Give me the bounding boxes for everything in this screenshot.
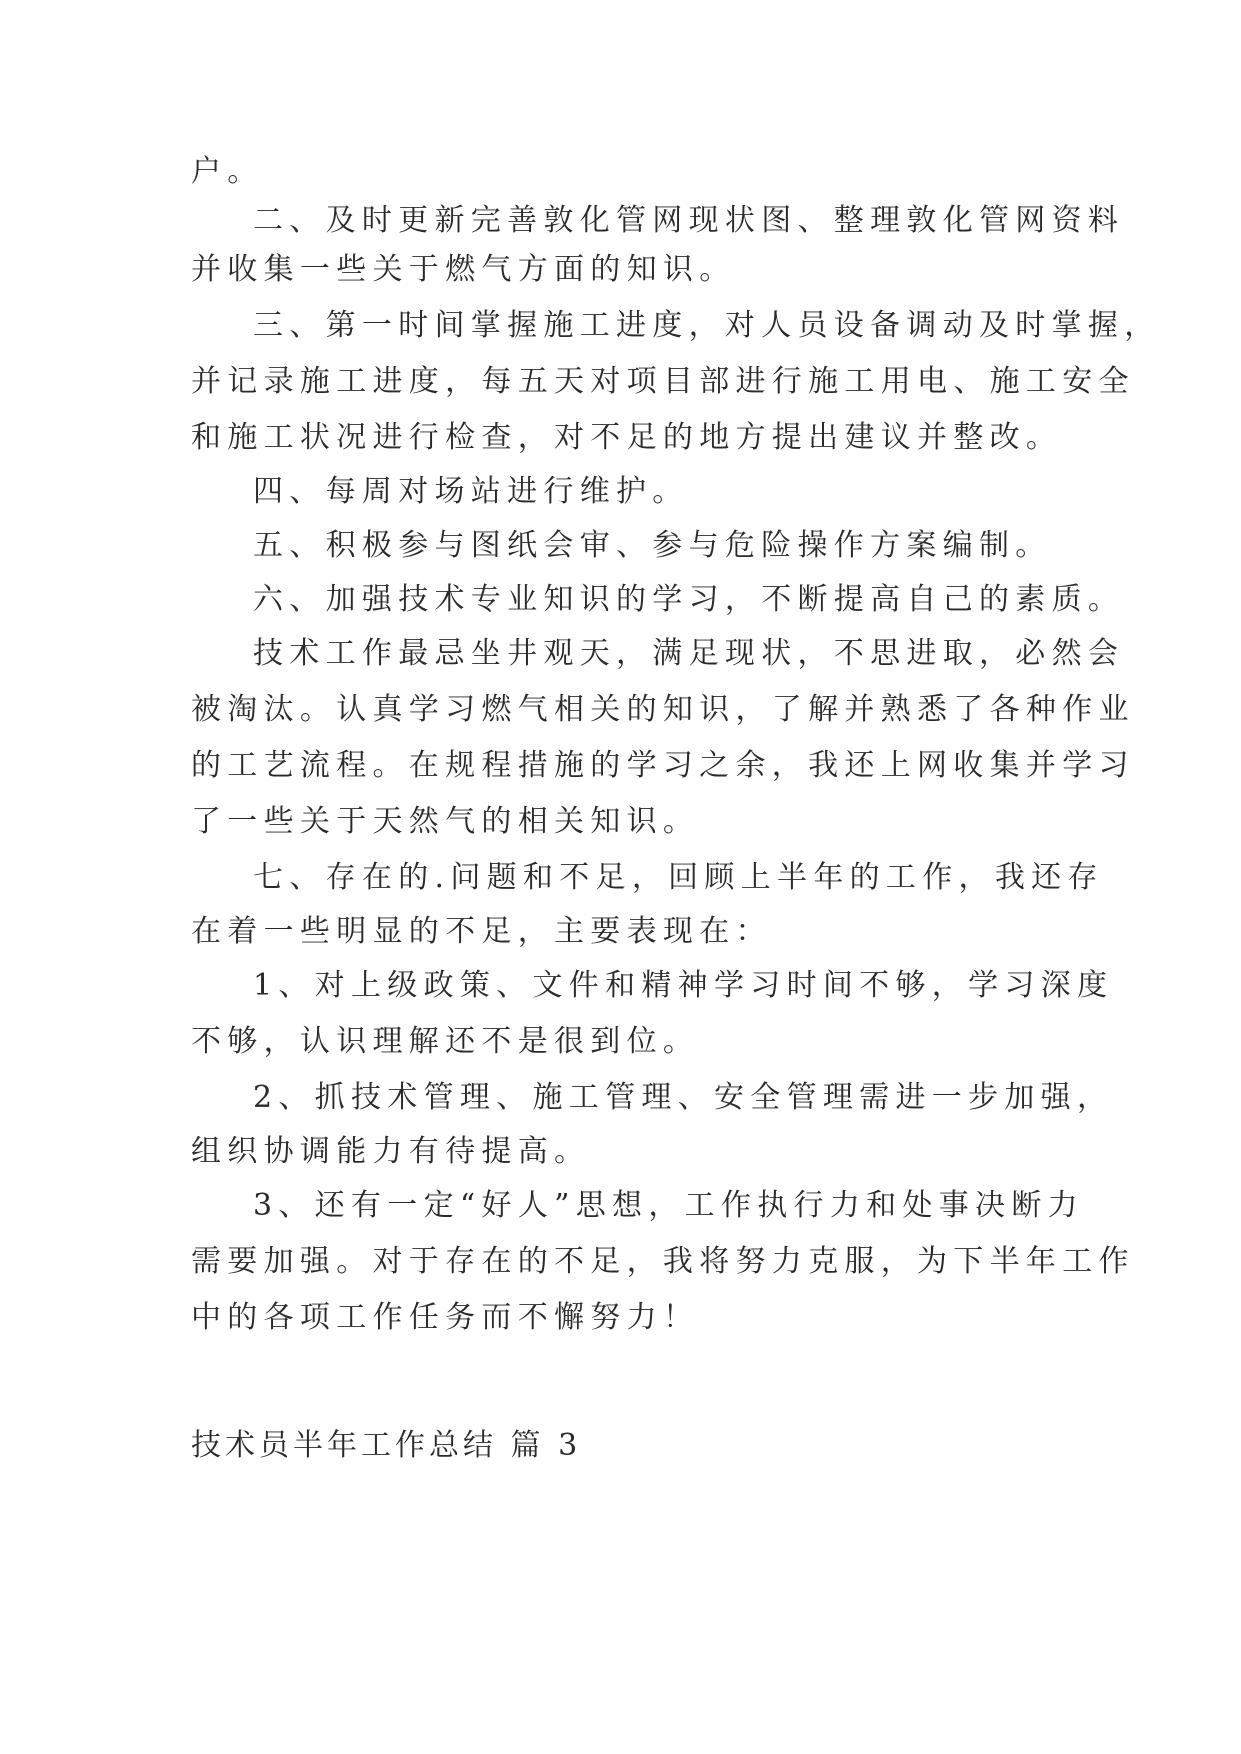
text-line-18: 2、抓技术管理、施工管理、安全管理需进一步加强， [253, 1080, 1114, 1115]
text-line-19: 组织协调能力有待提高。 [191, 1134, 591, 1169]
section-title: 技术员半年工作总结 篇 3 [191, 1428, 582, 1463]
text-line-4: 三、第一时间掌握施工进度，对人员设备调动及时掌握， [253, 308, 1161, 343]
text-line-17: 不够，认识理解还不是很到位。 [191, 1024, 700, 1059]
text-line-21: 需要加强。对于存在的不足，我将努力克服，为下半年工作 [191, 1244, 1135, 1279]
text-line-12: 的工艺流程。在规程措施的学习之余，我还上网收集并学习 [191, 748, 1135, 783]
text-line-2: 二、及时更新完善敦化管网现状图、整理敦化管网资料 [253, 203, 1125, 238]
text-line-8: 五、积极参与图纸会审、参与危险操作方案编制。 [253, 528, 1052, 563]
text-line-22: 中的各项工作任务而不懈努力！ [191, 1300, 700, 1335]
text-line-16: 1、对上级政策、文件和精神学习时间不够，学习深度 [253, 968, 1114, 1003]
text-line-20: 3、还有一定“好人”思想，工作执行力和处事决断力 [253, 1188, 1084, 1223]
text-line-11: 被淘汰。认真学习燃气相关的知识，了解并熟悉了各种作业 [191, 692, 1135, 727]
text-line-15: 在着一些明显的不足，主要表现在： [191, 914, 772, 949]
text-line-9: 六、加强技术专业知识的学习，不断提高自己的素质。 [253, 582, 1125, 617]
text-line-13: 了一些关于天然气的相关知识。 [191, 804, 700, 839]
text-line-7: 四、每周对场站进行维护。 [253, 474, 689, 509]
text-line-14: 七、存在的.问题和不足，回顾上半年的工作，我还存 [253, 860, 1104, 895]
text-line-3: 并收集一些关于燃气方面的知识。 [191, 252, 736, 287]
text-line-10: 技术工作最忌坐井观天，满足现状，不思进取，必然会 [253, 636, 1125, 671]
text-line-1: 户。 [191, 154, 264, 189]
text-line-5: 并记录施工进度，每五天对项目部进行施工用电、施工安全 [191, 364, 1135, 399]
text-line-6: 和施工状况进行检查，对不足的地方提出建议并整改。 [191, 420, 1063, 455]
